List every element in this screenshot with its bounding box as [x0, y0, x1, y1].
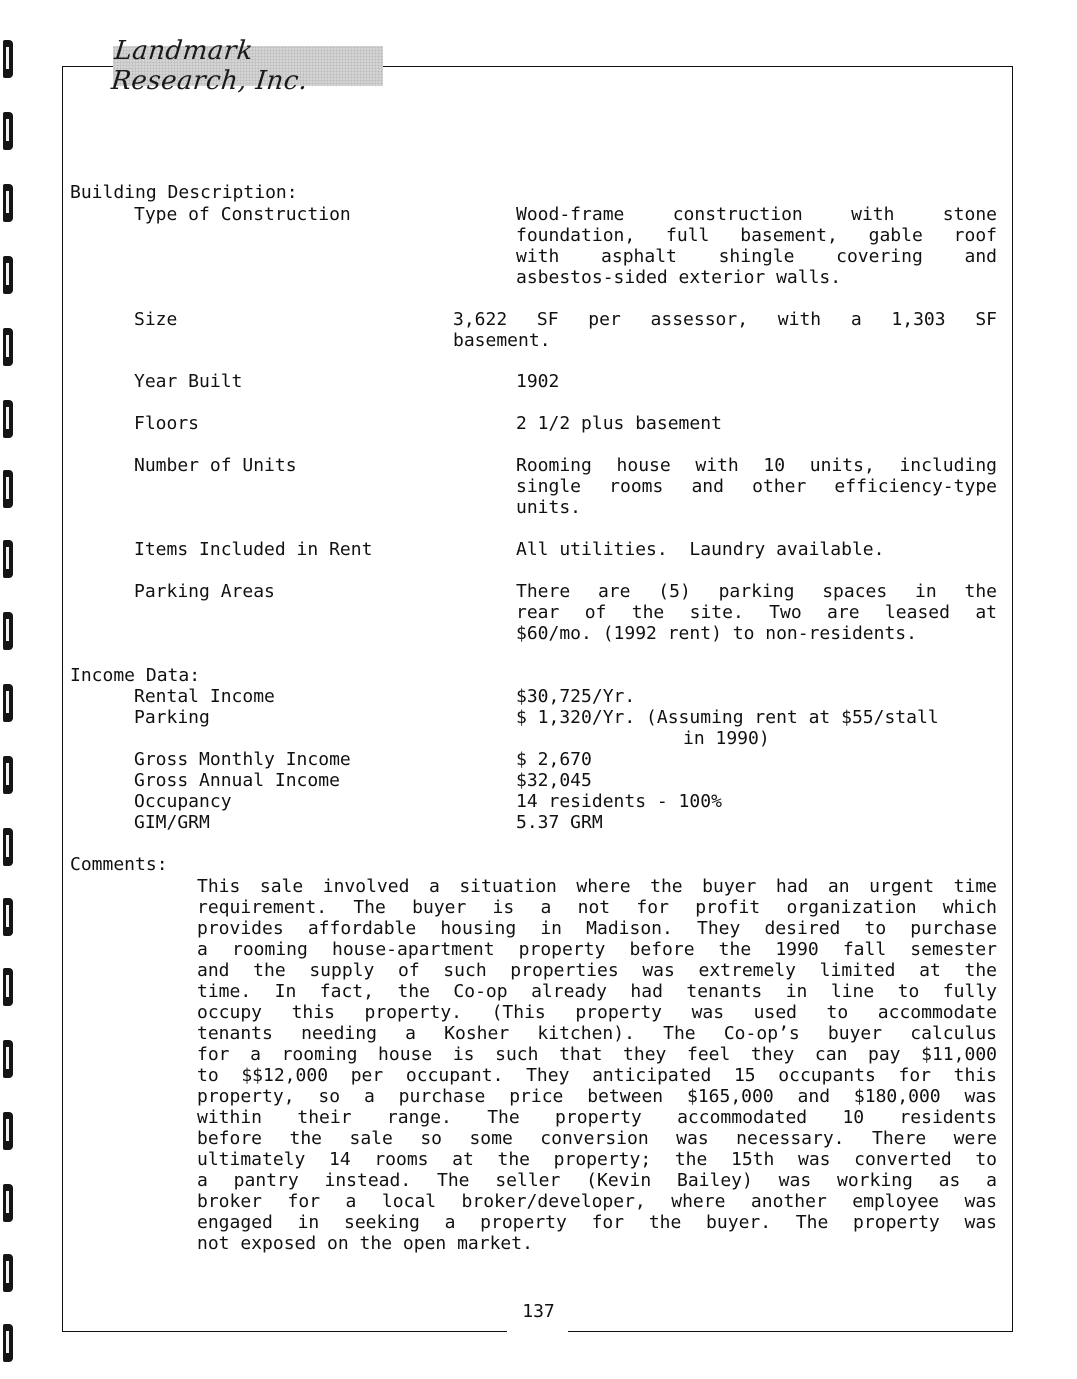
comment-line: tenants needing a Kosher kitchen). The Co-op’s buyer calculus — [197, 1023, 997, 1044]
binding-mark — [3, 328, 13, 366]
value-line: 3,622 SF per assessor, with a 1,303 SF — [453, 309, 997, 330]
frame-bottom-rule — [568, 1331, 1013, 1332]
binding-mark — [3, 612, 13, 650]
comment-line: a rooming house-apartment property before the 1990 fall semester — [197, 939, 997, 960]
size-value — [453, 309, 997, 351]
size-label: Size — [134, 309, 178, 330]
number-of-units-value — [516, 455, 997, 518]
comment-line: not exposed on the open market. — [197, 1233, 533, 1254]
parking-areas-label: Parking Areas — [134, 581, 275, 602]
binding-mark — [3, 184, 13, 222]
value-line: There are (5) parking spaces in the — [516, 581, 997, 602]
occupancy-value: 14 residents - 100% — [516, 791, 722, 812]
value-line: with asphalt shingle covering and — [516, 246, 997, 267]
binding-mark — [3, 968, 13, 1006]
frame-top-rule — [62, 66, 113, 67]
comment-line: to $$12,000 per occupant. They anticipated 15 occupants for this — [197, 1065, 997, 1086]
comment-line: before the sale so some conversion was necessary. There were — [197, 1128, 997, 1149]
binding-mark — [3, 40, 13, 78]
binding-mark — [3, 1324, 13, 1362]
parking-income-value: $ 1,320/Yr. (Assuming rent at $55/stall — [516, 707, 939, 728]
comment-line: property, so a purchase price between $165,000 and $180,000 was — [197, 1086, 997, 1107]
binding-mark — [3, 1040, 13, 1078]
value-line: rear of the site. Two are leased at — [516, 602, 997, 623]
binding-mark — [3, 1184, 13, 1222]
comment-line: engaged in seeking a property for the buyer. The property was — [197, 1212, 997, 1233]
gross-monthly-income-label: Gross Monthly Income — [134, 749, 351, 770]
building-description-heading: Building Description: — [70, 182, 298, 203]
binding-mark — [3, 1112, 13, 1150]
value-line: Wood-frame construction with stone — [516, 204, 997, 225]
occupancy-label: Occupancy — [134, 791, 232, 812]
value-line: basement. — [453, 330, 551, 351]
value-line: $60/mo. (1992 rent) to non-residents. — [516, 623, 917, 644]
floors-label: Floors — [134, 413, 200, 434]
frame-top-rule — [383, 66, 1013, 67]
comment-line: provides affordable housing in Madison. They desired to purchase — [197, 918, 997, 939]
value-line: single rooms and other efficiency-type — [516, 476, 997, 497]
binding-mark — [3, 540, 13, 578]
binding-mark — [3, 1254, 13, 1292]
comment-line: and the supply of such properties was extremely limited at the — [197, 960, 997, 981]
floors-value: 2 1/2 plus basement — [516, 413, 722, 434]
comments-body — [197, 876, 997, 1254]
year-built-value: 1902 — [516, 371, 560, 392]
comment-line: This sale involved a situation where the buyer had an urgent time — [197, 876, 997, 897]
income-data-heading: Income Data: — [70, 665, 201, 686]
value-line: asbestos-sided exterior walls. — [516, 267, 842, 288]
parking-areas-value — [516, 581, 997, 644]
company-logo — [109, 36, 383, 96]
page-number: 137 — [522, 1301, 555, 1322]
value-line: foundation, full basement, gable roof — [516, 225, 997, 246]
gross-annual-income-label: Gross Annual Income — [134, 770, 340, 791]
number-of-units-label: Number of Units — [134, 455, 297, 476]
comment-line: ultimately 14 rooms at the property; the 15th was converted to — [197, 1149, 997, 1170]
comment-line: time. In fact, the Co-op already had tenants in line to fully — [197, 981, 997, 1002]
comment-line: within their range. The property accommodated 10 residents — [197, 1107, 997, 1128]
binding-mark — [3, 470, 13, 508]
year-built-label: Year Built — [134, 371, 243, 392]
parking-income-note: in 1990) — [683, 728, 770, 749]
rental-income-label: Rental Income — [134, 686, 275, 707]
binding-mark — [3, 400, 13, 438]
binding-mark — [3, 898, 13, 936]
comment-line: requirement. The buyer is a not for profit organization which — [197, 897, 997, 918]
gross-annual-income-value: $32,045 — [516, 770, 592, 791]
rental-income-value: $30,725/Yr. — [516, 686, 636, 707]
gim-grm-value: 5.37 GRM — [516, 812, 603, 833]
parking-income-label: Parking — [134, 707, 210, 728]
value-line: units. — [516, 497, 582, 518]
construction-type-value — [516, 204, 997, 288]
value-line: Rooming house with 10 units, including — [516, 455, 997, 476]
comment-line: occupy this property. (This property was used to accommodate — [197, 1002, 997, 1023]
binding-mark — [3, 756, 13, 794]
gim-grm-label: GIM/GRM — [134, 812, 210, 833]
binding-mark — [3, 256, 13, 294]
comment-line: broker for a local broker/developer, where another employee was — [197, 1191, 997, 1212]
binding-mark — [3, 828, 13, 866]
company-logo-text: Landmark Research, Inc. — [109, 36, 310, 96]
construction-type-label: Type of Construction — [134, 204, 351, 225]
comment-line: a pantry instead. The seller (Kevin Bailey) was working as a — [197, 1170, 997, 1191]
binding-mark — [3, 112, 13, 150]
gross-monthly-income-value: $ 2,670 — [516, 749, 592, 770]
comments-heading: Comments: — [70, 854, 168, 875]
items-included-value: All utilities. Laundry available. — [516, 539, 885, 560]
binding-marks — [0, 0, 20, 1379]
binding-mark — [3, 684, 13, 722]
items-included-label: Items Included in Rent — [134, 539, 373, 560]
comment-line: for a rooming house is such that they feel they can pay $11,000 — [197, 1044, 997, 1065]
frame-bottom-rule — [62, 1331, 507, 1332]
